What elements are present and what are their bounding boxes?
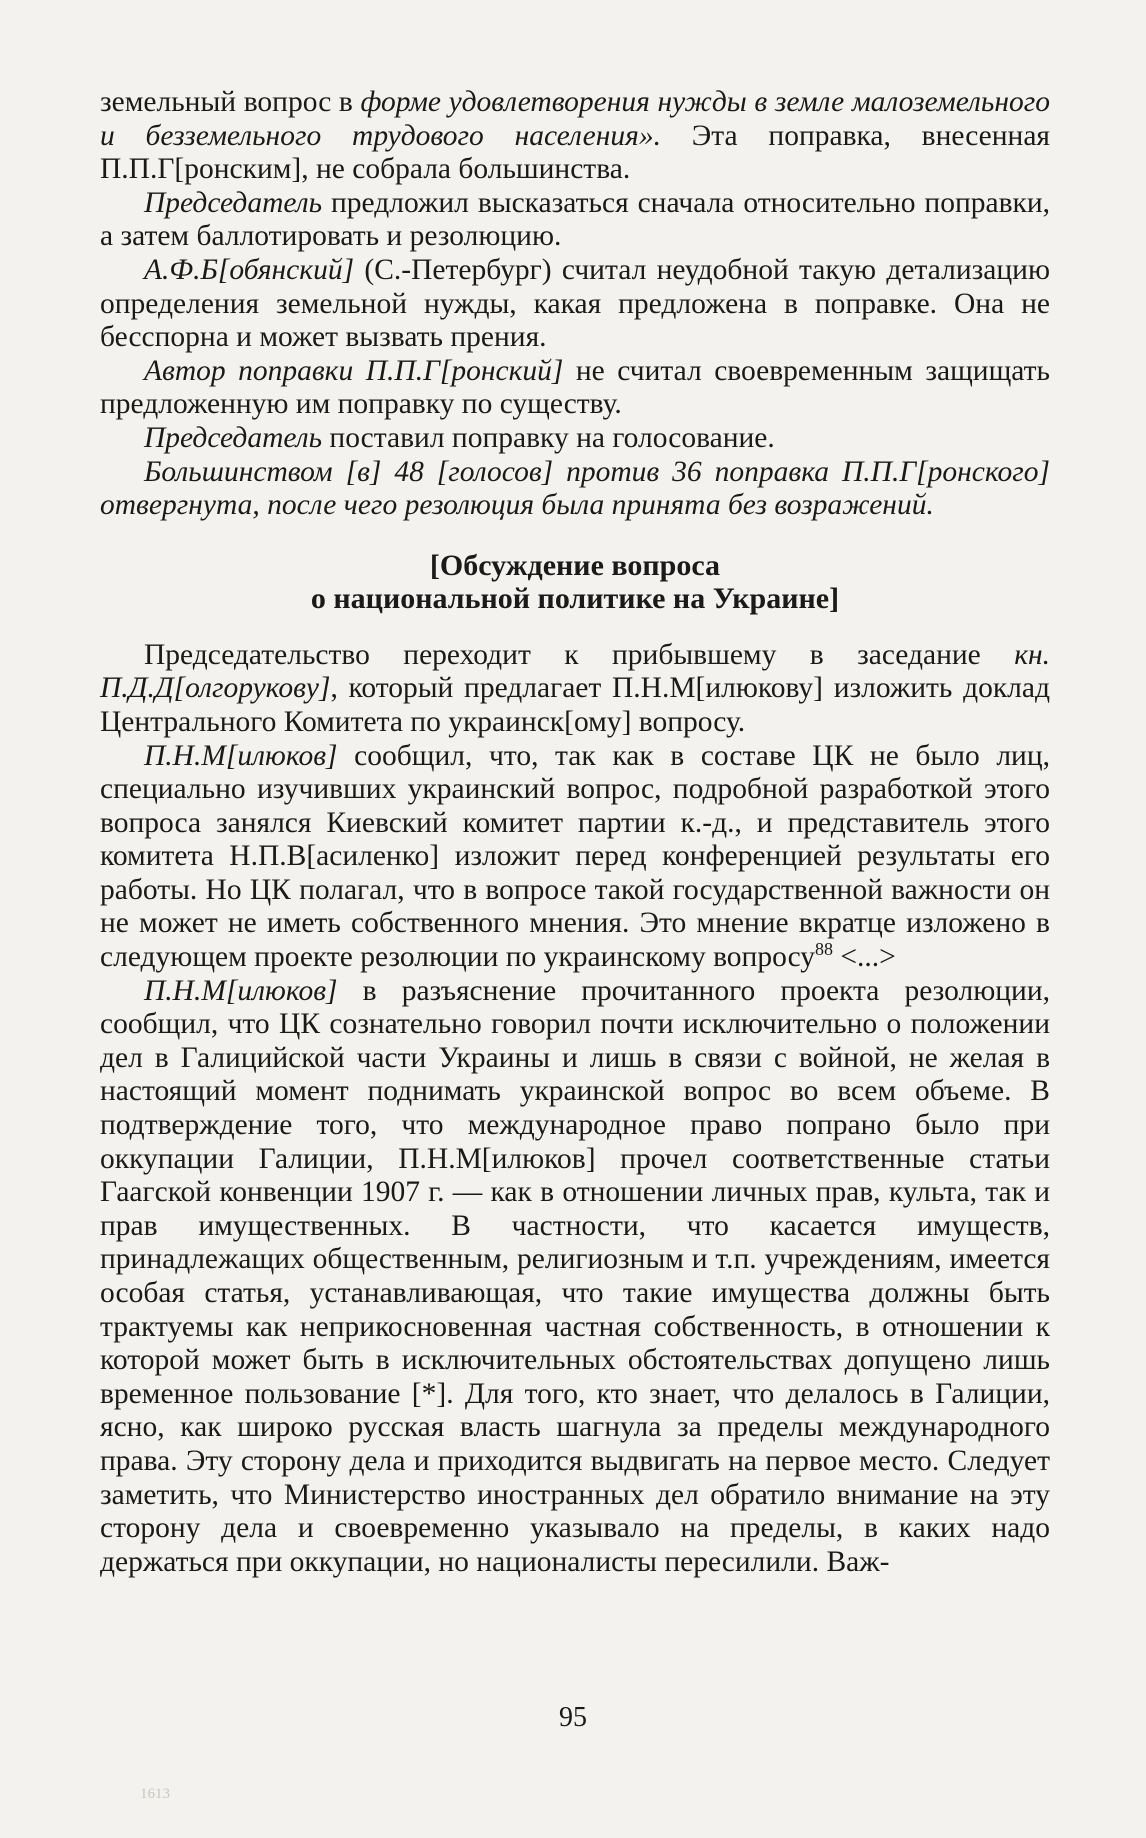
p9-text: в разъяснение прочитанного проекта резолюции, сообщил, что ЦК сознательно говорил почти исключительно о положении дел в Галицийской части Украины и лишь в связи с войной, не желая в настоящий момент поднимать украинской вопрос во всем объеме. В подтверждение того, что международное право попрано было при оккупации Галиции, П.Н.М[илюков] прочел соответственные статьи Гаагской конвенции 1907 г. — как в отношении личных прав, культа, так и прав имущественных. В частности, что касается имуществ, принадлежащих общественным, религиозным и т.п. учреждениям, имеется особая статья, устанавливающая, что такие имущества должны быть трактуемы как неприкосновенная частная собственность, в отношении к которой может быть в исключительных обстоятельствах допущено лишь временное пользование [*]. Для того, кто знает, что делалось в Галиции, ясно, как широко русская власть шагнула за пределы международного права. Эту сторону дела и приходится выдвигать на первое место. Следует заметить, что Министерство иностранных дел обратило внимание на эту сторону дела и своевременно указывало на пределы, в каких надо держаться при оккупации, но националисты пересилили. Важ- [100, 974, 1050, 1578]
p8-text: сообщил, что, так как в составе ЦК не было лиц, специально изучивших украинский вопрос, подробной разработкой этого вопроса занялся Киевский комитет партии к.-д., и представитель этого комитета Н.П.В[асиленко] изложит перед конференцией результаты его работы. Но ЦК полагал, что в вопросе такой государственной важности он не может не иметь собственного мнения. Это мнение вкратце изложено в следующем проекте резолюции по украинскому вопросу [100, 739, 1050, 974]
p8-speaker: П.Н.М[илюков] [144, 739, 338, 772]
paragraph-4 [100, 355, 1050, 422]
paragraph-5 [100, 422, 1050, 456]
paragraph-8 [100, 740, 1050, 975]
paragraph-6-vote-result: Большинством [в] 48 [голосов] против 36 поправка П.П.Г[ронского] отвергнута, после чего резолюция была принята без возражений. [100, 455, 1050, 522]
p1-text: земельный вопрос в [100, 86, 361, 118]
p5-speaker: Председатель [144, 421, 323, 454]
p3-speaker: А.Ф.Б[обянский] [144, 253, 355, 286]
p7-text-end: , который предлагает П.Н.М[илюкову] изложить доклад Центрального Комитета по украинск[ому] вопросу. [100, 672, 1050, 738]
p2-text: предложил высказаться сначала относительно поправки, а затем баллотировать и резолюцию. [100, 186, 1050, 253]
p1-text-end: Эта поправка, внесенная П.П.Г[ронским], не собрала большинства. [100, 119, 1050, 186]
paragraph-9 [100, 975, 1050, 1580]
paragraph-2 [100, 187, 1050, 254]
paragraph-3 [100, 254, 1050, 355]
footnote-ref-88: 88 [815, 939, 834, 960]
heading-line-2: о национальной политике на Украине] [310, 581, 840, 615]
section-heading [100, 549, 1050, 615]
p7-text: Председательство переходит к прибывшему в заседание [144, 638, 1015, 671]
p2-speaker: Председатель [144, 186, 323, 219]
p7-name: кн. П.Д.Д[олгорукову] [100, 638, 1050, 705]
p5-text: поставил поправку на голосование. [322, 421, 775, 454]
body-text [100, 86, 1050, 1579]
faint-print-mark: 1613 [140, 1786, 170, 1802]
page-number: 95 [559, 1702, 587, 1733]
p4-speaker: Автор поправки П.П.Г[ронский] [144, 354, 564, 387]
p8-ellipsis: <...> [833, 941, 896, 974]
p3-text: (С.-Петербург) считал неудобной такую детализацию определения земельной нужды, какая предложена в поправке. Она не бесспорна и может вызвать прения. [100, 253, 1050, 354]
p4-text: не считал своевременным защищать предложенную им поправку по существу. [100, 354, 1050, 421]
p9-speaker: П.Н.М[илюков] [144, 974, 338, 1007]
p1-italic-quote: форме удовлетворения нужды в земле малоземельного и безземельного трудового населения». [100, 86, 1050, 152]
paragraph-7 [100, 639, 1050, 740]
paragraph-1 [100, 86, 1050, 187]
heading-line-1: [Обсуждение вопроса [429, 548, 721, 582]
